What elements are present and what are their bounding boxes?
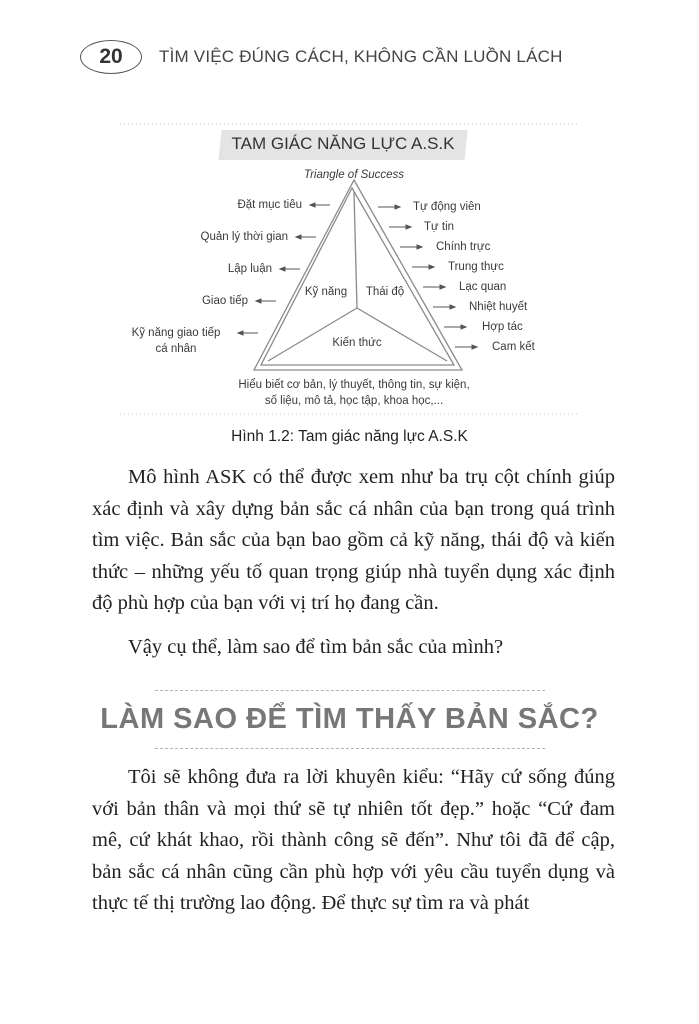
triangle-label-skills: Kỹ năng [304,286,348,298]
figure-title: TAM GIÁC NĂNG LỰC A.S.K [231,134,455,153]
attitude-item: Nhiệt huyết [469,301,528,313]
page-number: 20 [80,40,142,74]
knowledge-description-line: Hiểu biết cơ bản, lý thuyết, thông tin, sự kiện, [238,379,470,391]
figure-subtitle: Triangle of Success [303,169,405,181]
section-rule-bottom [155,748,545,749]
attitude-item: Trung thực [448,261,504,273]
knowledge-description-line: số liệu, mô tả, học tập, khoa học,... [264,395,444,407]
skill-item: cá nhân [155,343,197,355]
skill-item: Đặt mục tiêu [237,199,302,211]
figure-caption: Hình 1.2: Tam giác năng lực A.S.K [231,428,468,445]
attitude-item: Tự tin [424,221,455,233]
skill-item: Giao tiếp [201,295,248,307]
body-paragraph: Vậy cụ thể, làm sao để tìm bản sắc của mình? [128,636,504,658]
attitude-item: Lạc quan [459,281,507,293]
attitude-item: Tự động viên [413,201,481,213]
figure-lines [0,120,699,420]
running-head-title: TÌM VIỆC ĐÚNG CÁCH, KHÔNG CẦN LUỒN LÁCH [159,47,563,66]
skill-item: Kỹ năng giao tiếp [131,327,221,339]
triangle-divider-right [357,308,447,361]
triangle-label-knowledge: Kiến thức [332,337,382,349]
skill-item: Quản lý thời gian [200,231,288,243]
ask-triangle-figure [0,120,699,420]
triangle-label-attitude: Thái độ [365,286,405,298]
attitude-item: Chính trực [436,241,491,253]
attitude-item: Hợp tác [482,321,523,333]
attitude-item: Cam kết [492,341,535,353]
section-rule-top [155,690,545,691]
skill-item: Lập luận [227,263,272,275]
body-paragraph: Tôi sẽ không đưa ra lời khuyên kiểu: “Hãy cứ sống đúng với bản thân và mọi thứ sẽ tự nhiên tốt đẹp.” hoặc “Cứ đam mê, cứ khát khao, rồi thành công sẽ đến”. Như tôi đã để cập, bản sắc cá nhân cũng cần phù hợp với yêu cầu tuyển dụng và thực tế thị trường lao động. Để thực sự tìm ra và phát [92,766,615,914]
triangle-divider-left [268,308,357,361]
body-paragraph: Mô hình ASK có thể được xem như ba trụ cột chính giúp xác định và xây dựng bản sắc cá nhân của bạn trong quá trình tìm việc. Bản sắc của bạn bao gồm cả kỹ năng, thái độ và kiến thức – những yếu tố quan trọng giúp nhà tuyển dụng xác định độ phù hợp của bạn với vị trí họ đang cần. [92,466,615,614]
section-heading: LÀM SAO ĐỂ TÌM THẤY BẢN SẮC? [100,703,599,735]
